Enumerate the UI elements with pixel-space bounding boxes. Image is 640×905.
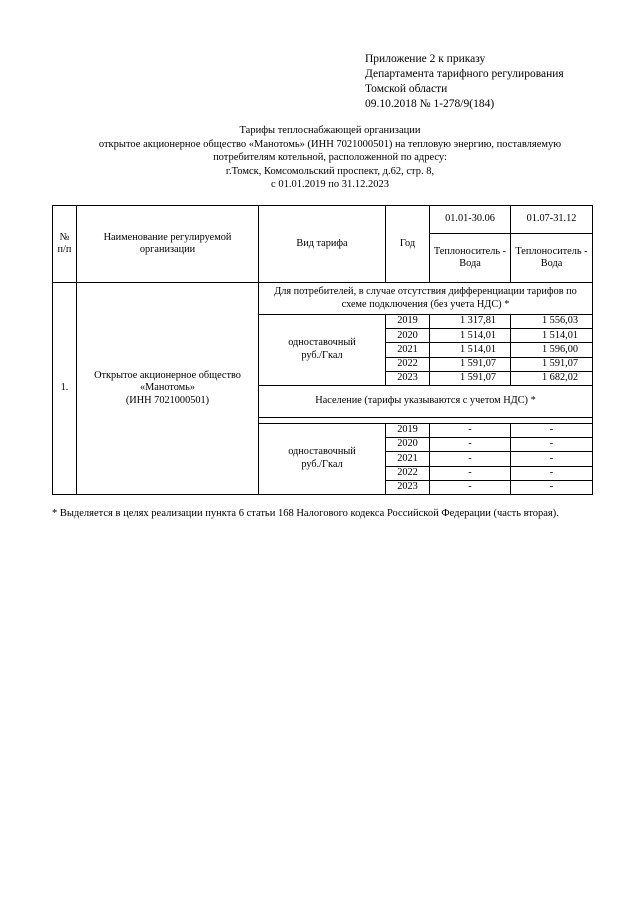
tariff-type-cell	[259, 423, 386, 494]
title-line: открытое акционерное общество «Манотомь» (ИНН 7021000501) на тепловую энергию, поставляемую	[98, 138, 562, 150]
tariff-value-h1: -	[430, 423, 511, 437]
appendix-line: 09.10.2018 № 1-278/9(184)	[365, 98, 495, 110]
tariff-value-h2: 1 591,07	[511, 357, 593, 371]
year-cell: 2023	[386, 371, 430, 385]
tariff-value-h1: 1 591,07	[430, 371, 511, 385]
tariff-value-h2: -	[511, 480, 593, 494]
tariff-value-h1: 1 514,01	[430, 329, 511, 343]
org-inn: (ИНН 7021000501)	[125, 394, 210, 406]
year-cell: 2021	[386, 343, 430, 357]
section-title: Для потребителей, в случае отсутствия дифференциации тарифов по схеме подключения (без учета НДС) *	[259, 283, 593, 315]
year-cell: 2022	[386, 357, 430, 371]
tariff-value-h1: 1 514,01	[430, 343, 511, 357]
tariff-unit: руб./Гкал	[301, 349, 343, 361]
org-name-line: Открытое акционерное общество	[94, 369, 241, 381]
header-period-2: 01.07-31.12	[511, 206, 593, 234]
year-cell: 2022	[386, 466, 430, 480]
header-carrier-2: Теплоноситель - Вода	[511, 234, 593, 283]
year-cell: 2020	[386, 438, 430, 452]
tariff-type-label: одноставочный	[288, 337, 356, 349]
tariff-value-h1: -	[430, 480, 511, 494]
org-name-line: «Манотомь»	[139, 382, 196, 394]
section-title: Население (тарифы указываются с учетом НДС) *	[259, 385, 593, 417]
tariff-table	[52, 205, 593, 495]
tariff-value-h1: -	[430, 438, 511, 452]
header-tariff-type: Вид тарифа	[259, 206, 386, 283]
title-line: Тарифы теплоснабжающей организации	[239, 125, 421, 136]
year-cell: 2020	[386, 329, 430, 343]
tariff-value-h1: -	[430, 452, 511, 466]
appendix-line: Приложение 2 к приказу	[365, 53, 486, 65]
tariff-type-label: одноставочный	[288, 446, 356, 458]
row-number: 1.	[53, 283, 77, 495]
title-line: с 01.01.2019 по 31.12.2023	[271, 179, 389, 191]
tariff-value-h1: -	[430, 466, 511, 480]
tariff-value-h2: -	[511, 466, 593, 480]
header-org: Наименование регулируемой организации	[77, 206, 259, 283]
tariff-value-h2: 1 682,02	[511, 371, 593, 385]
tariff-value-h2: -	[511, 423, 593, 437]
year-cell: 2023	[386, 480, 430, 494]
year-cell: 2019	[386, 315, 430, 329]
appendix-reference	[365, 52, 564, 112]
tariff-value-h2: 1 514,01	[511, 329, 593, 343]
document-title	[40, 124, 620, 192]
year-cell: 2021	[386, 452, 430, 466]
header-period-1: 01.01-30.06	[430, 206, 511, 234]
tariff-value-h2: -	[511, 452, 593, 466]
tariff-type-cell	[259, 315, 386, 386]
appendix-line: Департамента тарифного регулирования	[365, 68, 564, 80]
filler-cell	[259, 494, 593, 495]
tariff-value-h2: 1 596,00	[511, 343, 593, 357]
year-cell: 2019	[386, 423, 430, 437]
tariff-unit: руб./Гкал	[301, 458, 343, 470]
header-num: № п/п	[53, 206, 77, 283]
tariff-value-h2: -	[511, 438, 593, 452]
appendix-line: Томской области	[365, 83, 448, 95]
title-line: г.Томск, Комсомольский проспект, д.62, стр. 8,	[225, 165, 435, 177]
title-line: потребителям котельной, расположенной по адресу:	[213, 152, 447, 164]
tariff-value-h1: 1 591,07	[430, 357, 511, 371]
header-year: Год	[386, 206, 430, 283]
footnote: * Выделяется в целях реализации пункта 6 статьи 168 Налогового кодекса Российской Федерации (часть вторая).	[52, 508, 559, 519]
header-carrier-1: Теплоноситель - Вода	[430, 234, 511, 283]
tariff-value-h1: 1 317,81	[430, 315, 511, 329]
tariff-value-h2: 1 556,03	[511, 315, 593, 329]
org-name-cell	[77, 283, 259, 495]
